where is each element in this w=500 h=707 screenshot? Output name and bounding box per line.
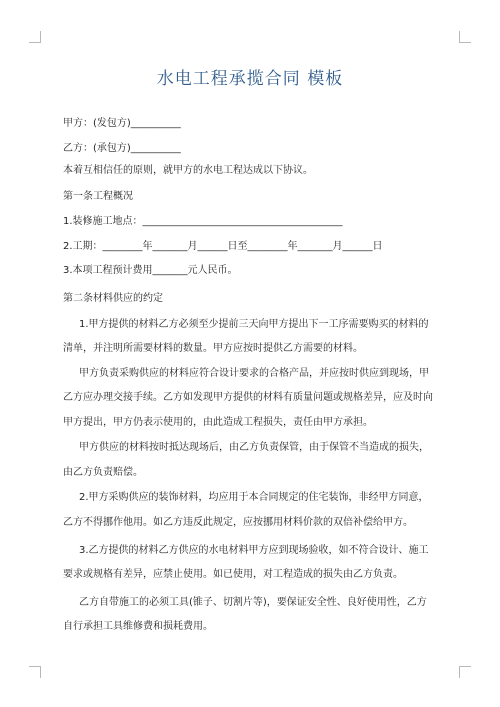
body-line: 第二条材料供应的约定 [63, 293, 163, 304]
body-line: 第一条工程概况 [63, 191, 133, 202]
body-line: 3.乙方提供的材料乙方供应的水电材料甲方应到现场验收，如不符合设计、施工 [79, 545, 429, 556]
body-line: 1.装修施工地点：________________________________________ [63, 216, 343, 227]
body-line: 2.工期：________年_______月______日至________年_______月______日 [63, 241, 383, 252]
body-line: 乙方不得挪作他用。如乙方违反此规定，应按挪用材料价款的双倍补偿给甲方。 [63, 517, 413, 528]
body-line: 甲方：(发包方)__________ [63, 118, 181, 129]
crop-mark-bottom-right [459, 666, 471, 678]
body-line: 甲方供应的材料按时抵达现场后，由乙方负责保管，由于保管不当造成的损失， [79, 442, 429, 453]
body-line: 甲方提出，甲方仍表示使用的，由此造成工程损失，责任由甲方承担。 [63, 417, 373, 428]
body-line: 乙方：(承包方)__________ [63, 143, 181, 154]
body-line: 本着互相信任的原则，就甲方的水电工程达成以下协议。 [63, 165, 313, 176]
document-title: 水电工程承揽合同 模板 [156, 69, 344, 89]
body-line: 甲方负责采购供应的材料应符合设计要求的合格产品，并应按时供应到现场，甲 [79, 368, 429, 379]
body-line: 2.甲方采购供应的装饰材料，均应用于本合同规定的住宅装饰，非经甲方同意， [79, 492, 429, 503]
body-line: 自行承担工具维修费和损耗费用。 [63, 621, 213, 632]
body-line: 乙方应办理交接手续。乙方如发现甲方提供的材料有质量问题或规格差异，应及时向 [63, 392, 433, 403]
body-line: 由乙方负责赔偿。 [63, 467, 143, 478]
body-line: 3.本项工程预计费用_______元人民币。 [63, 265, 238, 276]
crop-mark-bottom-left [29, 666, 41, 678]
body-line: 要求或规格有差异，应禁止使用。如已使用，对工程造成的损失由乙方负责。 [63, 569, 403, 580]
crop-mark-top-right [459, 31, 471, 43]
body-line: 乙方自带施工的必须工具(锥子、切割片等)，要保证安全性、良好使用性，乙方 [79, 597, 427, 608]
body-line: 1.甲方提供的材料乙方必须至少提前三天向甲方提出下一工序需要购买的材料的 [79, 319, 429, 330]
body-line: 清单，并注明所需要材料的数量。甲方应按时提供乙方需要的材料。 [63, 343, 363, 354]
crop-mark-top-left [29, 31, 41, 43]
